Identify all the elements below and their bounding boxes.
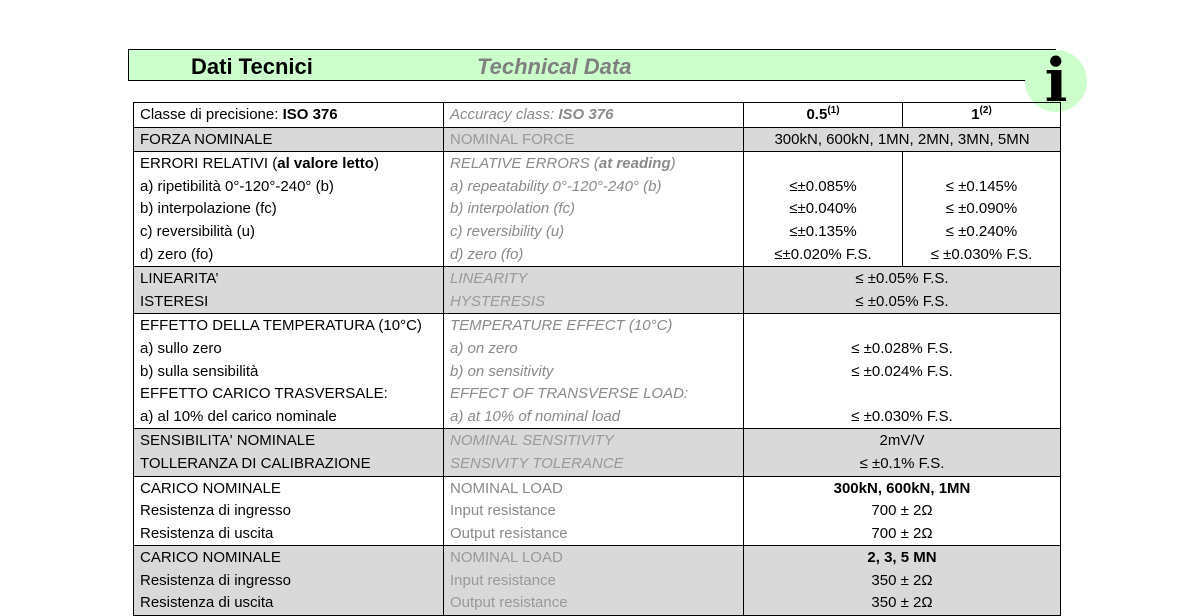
cell-accuracy-en: Accuracy class: ISO 376 xyxy=(444,103,744,128)
cell-it: CARICO NOMINALE Resistenza di ingresso Resistenza di uscita xyxy=(134,546,444,616)
cell-values-1: ≤ ±0.145% ≤ ±0.090% ≤ ±0.240% ≤ ±0.030% F.S. xyxy=(903,152,1061,267)
table-row-accuracy xyxy=(134,103,1061,128)
cell-it: ERRORI RELATIVI (al valore letto) a) ripetibilità 0°-120°-240° (b) b) interpolazione (fc) c) reversibilità (u) d) zero (fo) xyxy=(134,152,444,267)
section-header xyxy=(128,49,1056,81)
cell-value: 2mV/V ≤ ±0.1% F.S. xyxy=(744,429,1061,476)
cell-accuracy-it: Classe di precisione: ISO 376 xyxy=(134,103,444,128)
cell-it: FORZA NOMINALE xyxy=(134,127,444,152)
table-row-relative-errors xyxy=(134,152,1061,267)
cell-value: ≤ ±0.05% F.S. ≤ ±0.05% F.S. xyxy=(744,267,1061,314)
table-row-temperature xyxy=(134,314,1061,429)
cell-it: CARICO NOMINALE Resistenza di ingresso Resistenza di uscita xyxy=(134,476,444,546)
cell-it: EFFETTO DELLA TEMPERATURA (10°C) a) sullo zero b) sulla sensibilità EFFETTO CARICO TRASVERSALE: a) al 10% del carico nominale xyxy=(134,314,444,429)
cell-en: NOMINAL FORCE xyxy=(444,127,744,152)
table-row-load-2 xyxy=(134,546,1061,616)
table-row-sensitivity xyxy=(134,429,1061,476)
cell-en: NOMINAL SENSITIVITY SENSIVITY TOLERANCE xyxy=(444,429,744,476)
cell-en: RELATIVE ERRORS (at reading) a) repeatability 0°-120°-240° (b) b) interpolation (fc) c) reversibility (u) d) zero (fo) xyxy=(444,152,744,267)
cell-value: 300kN, 600kN, 1MN 700 ± 2Ω 700 ± 2Ω xyxy=(744,476,1061,546)
cell-it: LINEARITA’ ISTERESI xyxy=(134,267,444,314)
cell-en: TEMPERATURE EFFECT (10°C) a) on zero b) on sensitivity EFFECT OF TRANSVERSE LOAD: a) at 10% of nominal load xyxy=(444,314,744,429)
info-icon: i xyxy=(1025,50,1087,112)
title-english: Technical Data xyxy=(477,54,632,79)
cell-it: SENSIBILITA' NOMINALE TOLLERANZA DI CALIBRAZIONE xyxy=(134,429,444,476)
table-row-nominal-force xyxy=(134,127,1061,152)
table-row-load-1 xyxy=(134,476,1061,546)
cell-value: 300kN, 600kN, 1MN, 2MN, 3MN, 5MN xyxy=(744,127,1061,152)
cell-class-05: 0.5$^{(1)}$ xyxy=(744,103,903,128)
technical-data-table xyxy=(133,102,1061,616)
title-italian: Dati Tecnici xyxy=(191,54,313,79)
cell-value: 2, 3, 5 MN 350 ± 2Ω 350 ± 2Ω xyxy=(744,546,1061,616)
cell-values-05: ≤±0.085% ≤±0.040% ≤±0.135% ≤±0.020% F.S. xyxy=(744,152,903,267)
cell-en: LINEARITY HYSTERESIS xyxy=(444,267,744,314)
cell-en: NOMINAL LOAD Input resistance Output resistance xyxy=(444,546,744,616)
cell-value: ≤ ±0.028% F.S. ≤ ±0.024% F.S. ≤ ±0.030% F.S. xyxy=(744,314,1061,429)
cell-class-1: 1$^{(2)}$ xyxy=(903,103,1061,128)
table-row-linearity xyxy=(134,267,1061,314)
cell-en: NOMINAL LOAD Input resistance Output resistance xyxy=(444,476,744,546)
